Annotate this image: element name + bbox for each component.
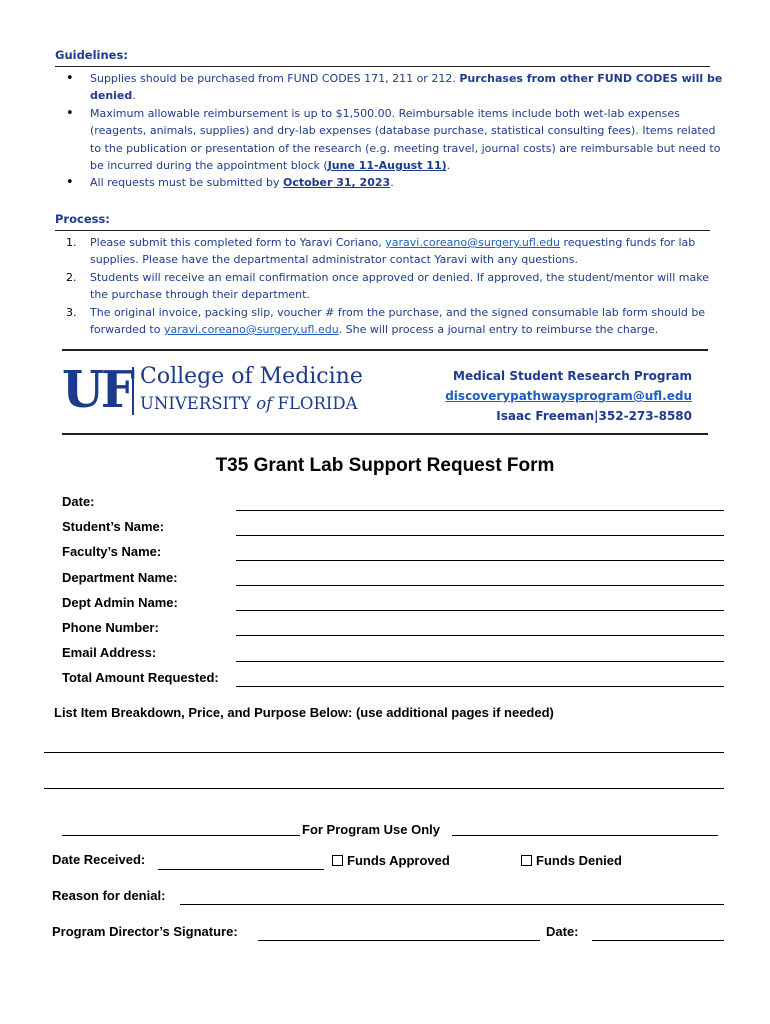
guidelines-divider: [55, 66, 710, 67]
email-address-field[interactable]: [236, 661, 724, 662]
header-bottom-rule: [62, 433, 708, 435]
faculty-name-field[interactable]: [236, 560, 724, 561]
signature-date-field[interactable]: [592, 940, 724, 941]
logo-university-name: UNIVERSITY of FLORIDA: [140, 394, 358, 413]
total-amount-label: Total Amount Requested:: [62, 670, 219, 685]
student-name-label: Student’s Name:: [62, 519, 165, 534]
coordinator-email-link[interactable]: yaravi.coreano@surgery.ufl.edu: [163, 323, 339, 337]
item-breakdown-line-1[interactable]: [44, 752, 724, 753]
guideline-item: • Supplies should be purchased from FUND CODES 171, 211 or 212. Purchases from other FUND CODES will be denied.: [66, 71, 723, 103]
program-email-link[interactable]: discoverypathwaysprogram@ufl.edu: [445, 389, 692, 403]
logo-college-name: College of Medicine: [140, 364, 363, 389]
department-name-field[interactable]: [236, 585, 724, 586]
office-use-rule-left: [62, 835, 300, 836]
form-title: T35 Grant Lab Support Request Form: [215, 455, 555, 476]
office-use-heading: For Program Use Only: [302, 822, 440, 837]
process-heading: Process:: [55, 212, 110, 226]
funds-approved-checkbox[interactable]: [332, 855, 343, 866]
program-name: Medical Student Research Program: [453, 369, 692, 383]
phone-number-label: Phone Number:: [62, 620, 159, 635]
process-divider: [55, 230, 710, 231]
guidelines-heading: Guidelines:: [55, 48, 128, 62]
date-field[interactable]: [236, 510, 724, 511]
bullet-marker: •: [66, 175, 74, 191]
funds-approved-option[interactable]: Funds Approved: [332, 853, 450, 868]
process-step: 1. Please submit this completed form to Yaravi Coriano, yaravi.coreano@surgery.ufl.edu requesting funds for lab supplies. Please have the departmental administrator contact Yaravi with any questions.: [66, 236, 696, 267]
email-address-label: Email Address:: [62, 645, 157, 660]
funds-denied-checkbox[interactable]: [521, 855, 532, 866]
director-signature-field[interactable]: [258, 940, 540, 941]
dept-admin-name-label: Dept Admin Name:: [62, 595, 178, 610]
bullet-marker: •: [66, 105, 74, 121]
logo-divider: [132, 367, 134, 415]
guideline-item: • All requests must be submitted by October 31, 2023.: [66, 175, 394, 191]
program-contact-person: Isaac Freeman|352-273-8580: [496, 409, 692, 423]
uf-logo-mark: UF: [62, 360, 132, 420]
student-name-field[interactable]: [236, 535, 724, 536]
funds-denied-option[interactable]: Funds Denied: [521, 853, 622, 868]
process-step: 3. The original invoice, packing slip, voucher # from the purchase, and the signed consumable lab form should be forwarded to yaravi.coreano@surgery.ufl.edu. She will process a journal entry to reimburse the charge.: [66, 305, 706, 337]
coordinator-email-link[interactable]: yaravi.coreano@surgery.ufl.edu: [385, 236, 560, 249]
uf-college-of-medicine-logo: [62, 360, 372, 424]
phone-number-field[interactable]: [236, 635, 724, 636]
reason-for-denial-field[interactable]: [180, 904, 724, 905]
program-contact: [445, 366, 692, 426]
signature-date-label: Date:: [546, 924, 579, 939]
bullet-marker: •: [66, 71, 74, 86]
date-received-field[interactable]: [158, 869, 324, 870]
department-name-label: Department Name:: [62, 570, 178, 585]
header-top-rule: [62, 349, 708, 351]
item-breakdown-line-2[interactable]: [44, 788, 724, 789]
office-use-rule-right: [452, 835, 718, 836]
reason-for-denial-label: Reason for denial:: [52, 888, 166, 903]
date-received-label: Date Received:: [52, 852, 146, 867]
date-label: Date:: [62, 494, 95, 509]
item-breakdown-instructions: List Item Breakdown, Price, and Purpose Below: (use additional pages if needed): [54, 705, 554, 720]
dept-admin-name-field[interactable]: [236, 610, 724, 611]
director-signature-label: Program Director’s Signature:: [52, 924, 238, 939]
guideline-item: • Maximum allowable reimbursement is up to $1,500.00. Reimbursable items include both wet-lab expenses (reagents, animals, supplies) and dry-lab expenses (database purchase, statistical consulting fees). Items related to the publication or presentation of the research (e.g. meeting travel, journal costs) are reimbursable but need to be incurred during the appointment block (June 11-August 11).: [66, 105, 721, 173]
total-amount-field[interactable]: [236, 686, 724, 687]
faculty-name-label: Faculty’s Name:: [62, 544, 162, 559]
process-step: 2. Students will receive an email confirmation once approved or denied. If approved, the student/mentor will make the purchase through their department.: [66, 270, 709, 302]
process-list: [64, 234, 724, 338]
guidelines-list: [64, 70, 724, 192]
